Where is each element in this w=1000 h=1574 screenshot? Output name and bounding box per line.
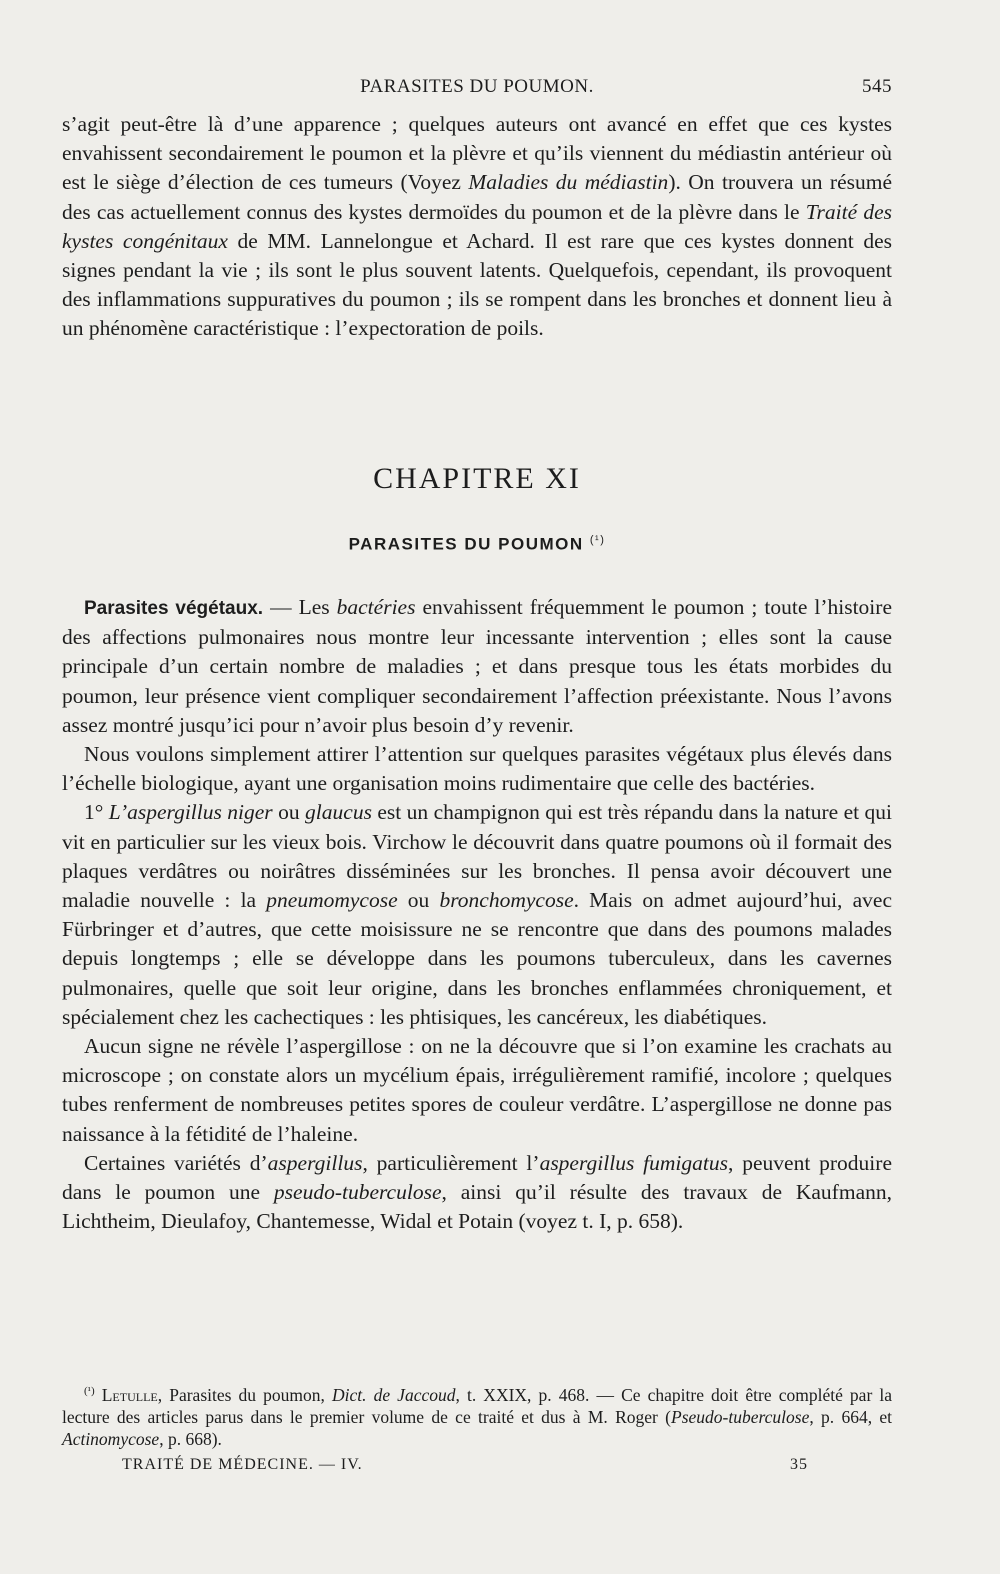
text-span: . Mais on admet aujourd’hui, avec Fürbringer et d’autres, que cette moisissure ne se rencontre que dans des poumons malades depuis longtemps ; elle se développe dans les poumons tuberculeux, dans les cavernes pulmonaires, quelle que soit leur origine, dans les bronches enflammées chroniquement, et spécialement chez les cachectiques : les phtisiques, les cancéreux, les diabétiques. xyxy=(62,888,892,1029)
text-span: ou xyxy=(397,888,440,913)
text-span: — Les xyxy=(263,595,337,619)
paragraph xyxy=(62,1149,892,1237)
italic-term: aspergillus fumigatus xyxy=(539,1150,728,1175)
text-span: ou xyxy=(272,800,306,825)
italic-term: pneumomycose xyxy=(266,888,398,913)
main-text xyxy=(62,593,892,1236)
italic-reference: Traité des kystes congénitaux xyxy=(62,199,893,253)
text-span: de MM. Lannelongue et Achard. Il est rare que ces kystes donnent des signes pendant la vie ; ils sont le plus souvent latents. Quelquefois, cependant, ils provoquent des inflammations suppuratives du poumon ; ils se rompent dans les bronches et donnent lieu à un phénomène caractéristique : l’expectoration de poils. xyxy=(62,228,892,341)
sheet-number: 35 xyxy=(790,1456,808,1473)
italic-term: glaucus xyxy=(305,800,372,825)
list-number: 1° xyxy=(84,800,109,825)
signature-line: TRAITÉ DE MÉDECINE. — IV. xyxy=(122,1456,363,1473)
italic-reference: Maladies du médiastin xyxy=(468,170,669,195)
chapter-title: CHAPITRE XI xyxy=(373,462,581,495)
text-span: , p. 664, et xyxy=(809,1406,892,1427)
run-in-heading: Parasites végétaux. xyxy=(84,598,264,619)
paragraph: Aucun signe ne révèle l’aspergillose : on ne la découvre que si l’on examine les crachats au microscope ; on constate alors un mycélium épais, irrégulièrement ramifié, incolore ; quelques tubes renferment de nombreuses petites spores de couleur verdâtre. L’aspergillose ne donne pas naissance à la fétidité de l’haleine. xyxy=(62,1034,892,1146)
text-span: , particulièrement l’ xyxy=(362,1150,540,1175)
footnote-author: Letulle xyxy=(101,1384,158,1405)
text-span: est un champignon qui est très répandu dans la nature et qui vit en particulier sur les vieux bois. Virchow le découvrit dans quatre poumons où il formait des plaques verdâtres ou noirâtres disséminées sur les bronches. Il pensa avoir découvert une maladie nouvelle : la xyxy=(62,800,893,913)
section-title-text: PARASITES DU POUMON xyxy=(348,534,584,554)
footnote-marker: (¹) xyxy=(589,534,606,546)
text-span: ). On trouvera un résumé des cas actuellement connus des kystes dermoïdes du poumon et de la plèvre dans le xyxy=(62,170,892,224)
section-title xyxy=(62,534,892,555)
footnote-marker: (¹) xyxy=(84,1385,95,1397)
text-span: s’agit peut-être là d’une apparence ; quelques auteurs ont avancé en effet que ces kystes envahissent secondairement le poumon et la plèvre et qu’ils viennent du médiastin antérieur où est le siège d’élection de ces tumeurs (Voyez xyxy=(62,112,892,195)
italic-term: L’aspergillus niger xyxy=(108,800,273,825)
text-span: , p. 668). xyxy=(159,1428,222,1449)
text-span: envahissent fréquemment le poumon ; toute l’histoire des affections pulmonaires nous montre leur incessante intervention ; elles sont la cause principale d’un certain nombre de maladies ; et dans presque tous les états morbides du poumon, leur présence vient compliquer secondairement l’affection préexistante. Nous l’avons assez montré jusqu’ici pour n’avoir plus besoin d’y revenir. xyxy=(62,595,892,737)
running-title: PARASITES DU POUMON. xyxy=(360,76,594,97)
italic-term: aspergillus xyxy=(267,1150,363,1175)
text-span: , t. XXIX, p. 468. — Ce chapitre doit être complété par la lecture des articles parus dans le premier volume de ce traité et dus à M. Roger ( xyxy=(62,1384,893,1427)
italic-reference: Actinomycose xyxy=(62,1428,160,1449)
text-span: , peuvent produire dans le poumon une xyxy=(62,1150,892,1205)
italic-reference: Pseudo-tuberculose xyxy=(671,1406,810,1427)
paragraph xyxy=(62,593,892,740)
text-span: , ainsi qu’il résulte des travaux de Kaufmann, Lichtheim, Dieulafoy, Chantemesse, Widal et Potain (voyez t. I, p. 658). xyxy=(62,1180,892,1234)
text-span: Certaines variétés d’ xyxy=(84,1150,268,1175)
italic-term: bronchomycose xyxy=(439,888,574,913)
page-header xyxy=(62,76,892,102)
page-footer xyxy=(62,1456,892,1480)
paragraph xyxy=(62,798,892,1032)
italic-term: bactéries xyxy=(336,595,416,619)
text-span: , Parasites du poumon, xyxy=(157,1384,332,1405)
italic-term: pseudo-tuberculose xyxy=(273,1180,442,1205)
paragraph: Nous voulons simplement attirer l’attention sur quelques parasites végétaux plus élevés dans l’échelle biologique, ayant une organisation moins rudimentaire que celle des bactéries. xyxy=(62,742,892,796)
footnote xyxy=(62,1380,892,1450)
continued-paragraph xyxy=(62,110,892,344)
page-number: 545 xyxy=(862,76,892,97)
italic-reference: Dict. de Jaccoud xyxy=(331,1384,456,1405)
